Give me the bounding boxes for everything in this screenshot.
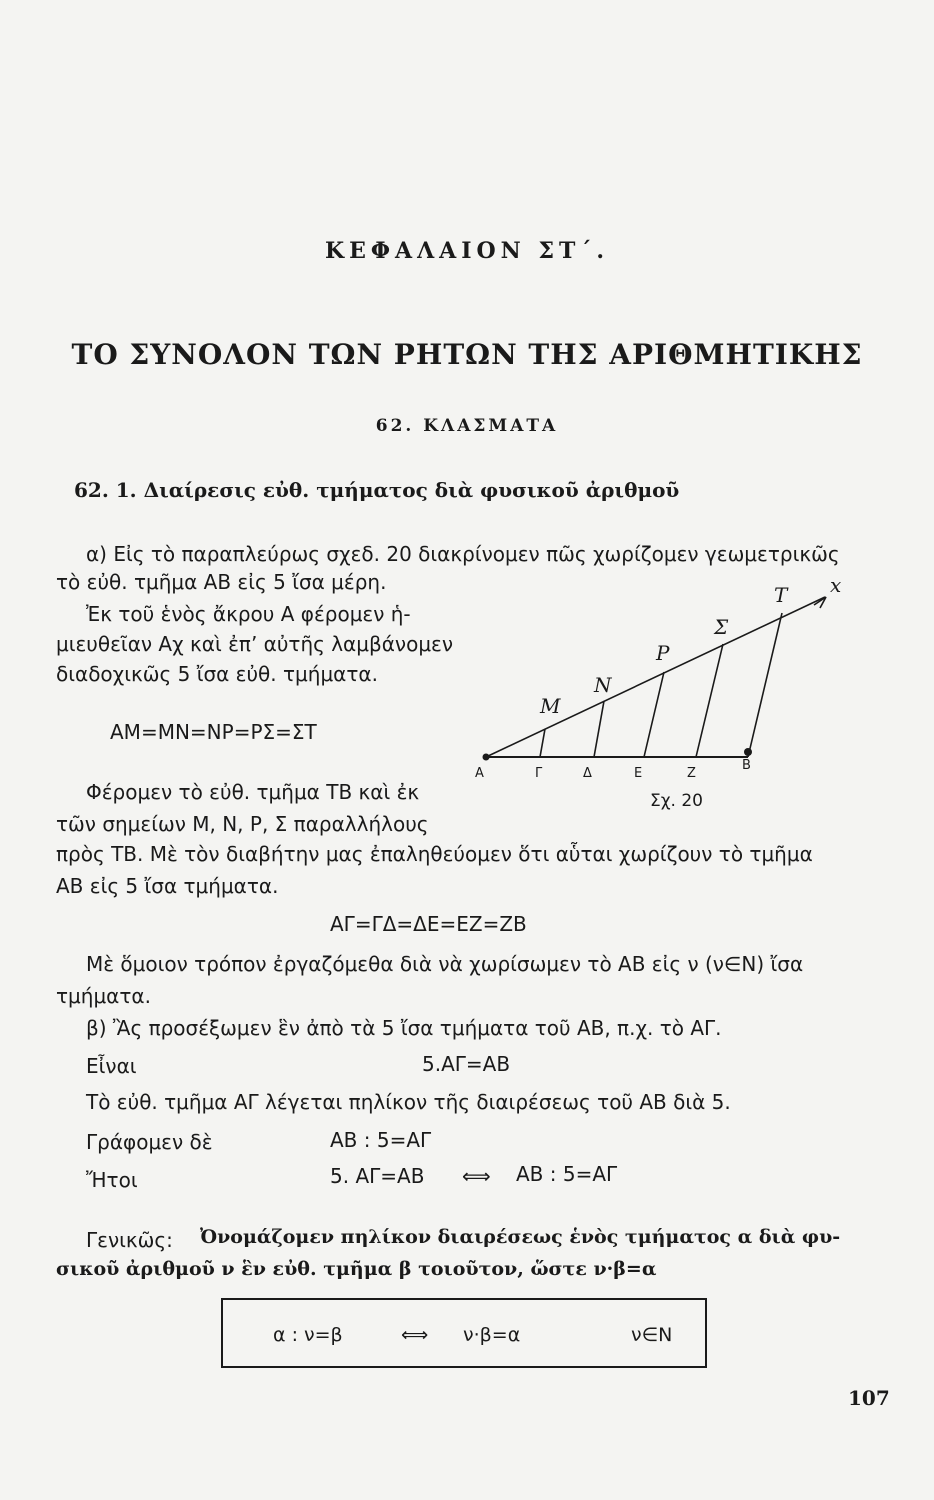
part-b-line-2: Τὸ εὐθ. τμῆμα ΑΓ λέγεται πηλίκον τῆς διαιρέσεως τοῦ ΑΒ διὰ 5.	[86, 1090, 731, 1114]
figure-caption: Σχ. 20	[650, 791, 704, 811]
part-a-line-1: α) Εἰς τὸ παραπλεύρως σχεδ. 20 διακρίνομεν πῶς χωρίζομεν γεωμετρικῶς	[86, 542, 840, 566]
point-a-dot	[483, 754, 490, 761]
grafomen-equation: ΑΒ : 5=ΑΓ	[330, 1128, 432, 1152]
part-a-line-2: τὸ εὐθ. τμῆμα ΑΒ εἰς 5 ἴσα μέρη.	[56, 570, 387, 594]
parallel-re	[644, 672, 664, 757]
label-a: Α	[475, 766, 484, 781]
definition-line-1: Ὀνομάζομεν πηλίκον διαιρέσεως ἑνὸς τμήματος α διὰ φυ-	[200, 1226, 841, 1248]
label-g: Γ	[535, 766, 543, 781]
part-b-line-1: β) Ἂς προσέξωμεν ἓν ἀπὸ τὰ 5 ἴσα τμήματα τοῦ ΑΒ, π.χ. τὸ ΑΓ.	[86, 1016, 722, 1040]
chapter-label: ΚΕΦΑΛΑΙΟΝ ΣΤ΄.	[324, 238, 610, 264]
itoi-equation-right: ΑΒ : 5=ΑΓ	[516, 1162, 618, 1186]
point-b-dot	[744, 748, 752, 756]
ray-ax	[486, 597, 825, 757]
part-title: ΤΟ ΣΥΝΟΛΟΝ ΤΩΝ ΡΗΤΩΝ ΤΗΣ ΑΡΙΘΜΗΤΙΚΗΣ	[71, 338, 863, 371]
boxed-formula-left: α : ν=β	[273, 1324, 343, 1346]
label-e: Ε	[634, 766, 643, 781]
part-a-line-9: ΑΒ εἰς 5 ἴσα τμήματα.	[56, 874, 279, 898]
figure-division-diagram	[470, 570, 850, 820]
label-m: Μ	[540, 694, 561, 718]
label-n: Ν	[594, 673, 612, 697]
equation-ag-gd: ΑΓ=ΓΔ=ΔΕ=ΕΖ=ΖΒ	[330, 912, 527, 936]
einai-label: Εἶναι	[86, 1054, 137, 1078]
part-a-line-6: Φέρομεν τὸ εὐθ. τμῆμα ΤΒ καὶ ἐκ	[86, 780, 420, 804]
boxed-formula-middle: ν·β=α	[463, 1324, 521, 1346]
label-r: Ρ	[656, 641, 670, 665]
parallel-mg	[540, 729, 545, 757]
equation-am-mn: ΑΜ=ΜΝ=ΝΡ=ΡΣ=ΣΤ	[110, 720, 317, 744]
page-number: 107	[848, 1386, 890, 1410]
label-b: Β	[742, 758, 751, 773]
part-a-line-8: πρὸς ΤΒ. Μὲ τὸν διαβήτην μας ἐπαληθεύομεν ὅτι αὗται χωρίζουν τὸ τμῆμα	[56, 842, 813, 866]
parallel-sz	[696, 644, 723, 757]
part-a-line-10: Μὲ ὅμοιον τρόπον ἐργαζόμεθα διὰ νὰ χωρίσωμεν τὸ ΑΒ εἰς ν (ν∈Ν) ἴσα	[86, 952, 804, 976]
part-a-line-3: Ἐκ τοῦ ἑνὸς ἄκρου Α φέρομεν ἡ-	[86, 602, 411, 626]
part-a-line-7: τῶν σημείων Μ, Ν, Ρ, Σ παραλλήλους	[56, 812, 429, 836]
segment-tb	[748, 613, 782, 757]
definition-line-2: σικοῦ ἀριθμοῦ ν ἓν εὐθ. τμῆμα β τοιοῦτον, ὥστε ν·β=α	[56, 1258, 657, 1280]
itoi-equation-left: 5. ΑΓ=ΑΒ	[330, 1164, 425, 1188]
itoi-label: Ἤτοι	[86, 1168, 138, 1192]
generally-label: Γενικῶς:	[86, 1228, 173, 1252]
label-s: Σ	[714, 615, 729, 639]
label-d: Δ	[583, 766, 592, 781]
subsection-heading: 62. 1. Διαίρεσις εὐθ. τμήματος διὰ φυσικοῦ ἀριθμοῦ	[74, 478, 680, 502]
boxed-equivalence-arrow-icon: ⟺	[401, 1324, 429, 1346]
part-a-line-5: διαδοχικῶς 5 ἴσα εὐθ. τμήματα.	[56, 662, 378, 686]
label-x: x	[830, 573, 842, 597]
grafomen-label: Γράφομεν δὲ	[86, 1130, 213, 1154]
part-a-line-4: μιευθεῖαν Αχ καὶ ἐπ’ αὐτῆς λαμβάνομεν	[56, 632, 454, 656]
label-t: Τ	[774, 583, 788, 607]
section-heading: 62. ΚΛΑΣΜΑΤΑ	[375, 416, 559, 436]
boxed-formula-right: ν∈Ν	[631, 1324, 673, 1346]
boxed-formula	[221, 1298, 707, 1368]
parallel-nd	[594, 701, 604, 757]
itoi-equivalence-arrow-icon: ⟺	[462, 1164, 491, 1188]
part-a-line-11: τμήματα.	[56, 984, 151, 1008]
label-z: Ζ	[687, 766, 696, 781]
einai-equation: 5.ΑΓ=ΑΒ	[422, 1052, 511, 1076]
